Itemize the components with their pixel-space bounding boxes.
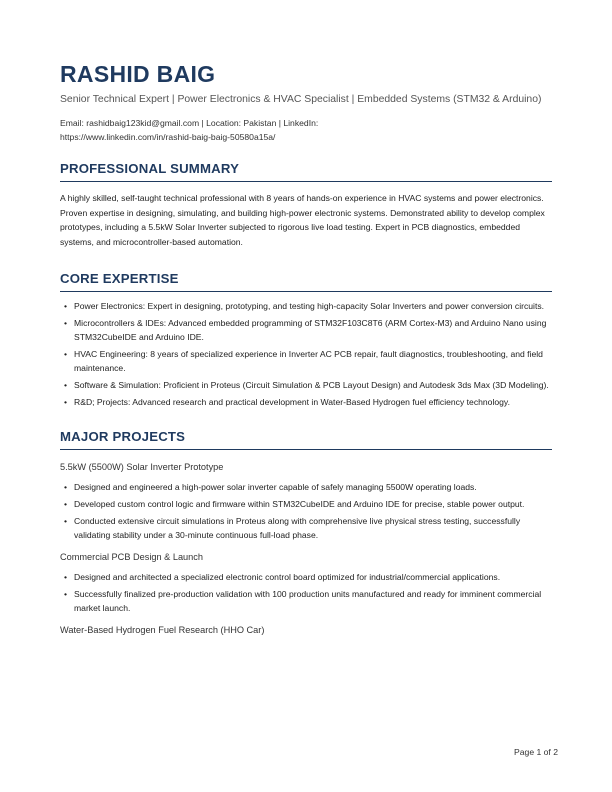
list-item: • Microcontrollers & IDEs: Advanced embedded programming of STM32F103C8T6 (ARM Cortex-M3) and Arduino Nano using STM32CubeIDE and Arduino IDE. [64,318,547,342]
list-item: • HVAC Engineering: 8 years of specialized experience in Inverter AC PCB repair, fault diagnostics, troubleshooting, and field maintenance. [64,349,543,373]
bullet-icon: • [64,301,68,311]
project-bullets [60,480,552,542]
project-bullets [60,570,552,615]
project-title: Commercial PCB Design & Launch [60,552,203,562]
bullet-icon: • [64,380,68,390]
contact-line: Email: rashidbaig123kid@gmail.com | Location: Pakistan | LinkedIn: [60,118,319,128]
bullet-icon: • [64,516,68,526]
bullet-icon: • [64,318,68,328]
headline: Senior Technical Expert | Power Electronics & HVAC Specialist | Embedded Systems (STM32 & Arduino) [60,94,542,105]
expertise-list [60,299,552,409]
bullet-icon: • [64,572,68,582]
list-item: • Power Electronics: Expert in designing, prototyping, and testing high-capacity Solar Inverters and power conversion circuits. [64,301,545,311]
page-number: Page 1 of 2 [514,747,558,757]
expertise-heading: CORE EXPERTISE [60,271,552,292]
bullet-icon: • [64,482,68,492]
list-item: • Designed and engineered a high-power solar inverter capable of safely managing 5500W operating loads. [64,482,477,492]
bullet-icon: • [64,349,68,359]
resume-page [60,60,552,636]
list-item: • R&D; Projects: Advanced research and practical development in Water-Based Hydrogen fuel efficiency technology. [64,397,510,407]
project-title: 5.5kW (5500W) Solar Inverter Prototype [60,462,224,472]
candidate-name: RASHID BAIG [60,61,216,87]
list-item: • Developed custom control logic and firmware within STM32CubeIDE and Arduino IDE for precise, stable power output. [64,499,525,509]
contact-info [60,116,552,144]
bullet-icon: • [64,397,68,407]
list-item: • Successfully finalized pre-production validation with 100 production units manufactured and ready for imminent commercial market launch. [64,589,542,613]
bullet-icon: • [64,589,68,599]
list-item: • Designed and architected a specialized electronic control board optimized for industrial/commercial applications. [64,572,501,582]
list-item: • Conducted extensive circuit simulations in Proteus along with comprehensive live physical stress testing, successfully validating stability under a 30-minute continuous full-load phase. [64,516,521,540]
list-item: • Software & Simulation: Proficient in Proteus (Circuit Simulation & PCB Layout Design) and Autodesk 3ds Max (3D Modeling). [64,380,549,390]
linkedin-url[interactable]: https://www.linkedin.com/in/rashid-baig-baig-50580a15a/ [60,132,276,142]
summary-text: A highly skilled, self-taught technical professional with 8 years of hands-on experience in HVAC systems and power electronics. Proven expertise in designing, simulating, and building high-power electronic systems. Demonstrated ability to develop complex prototypes, including a 5.5kW Solar Inverter subjected to rigorous live load testing. Expert in PCB diagnostics, embedded systems, and microcontroller-based automation. [60,193,545,247]
project-title: Water-Based Hydrogen Fuel Research (HHO Car) [60,625,265,635]
summary-heading: PROFESSIONAL SUMMARY [60,161,552,182]
projects-heading: MAJOR PROJECTS [60,429,552,450]
bullet-icon: • [64,499,68,509]
